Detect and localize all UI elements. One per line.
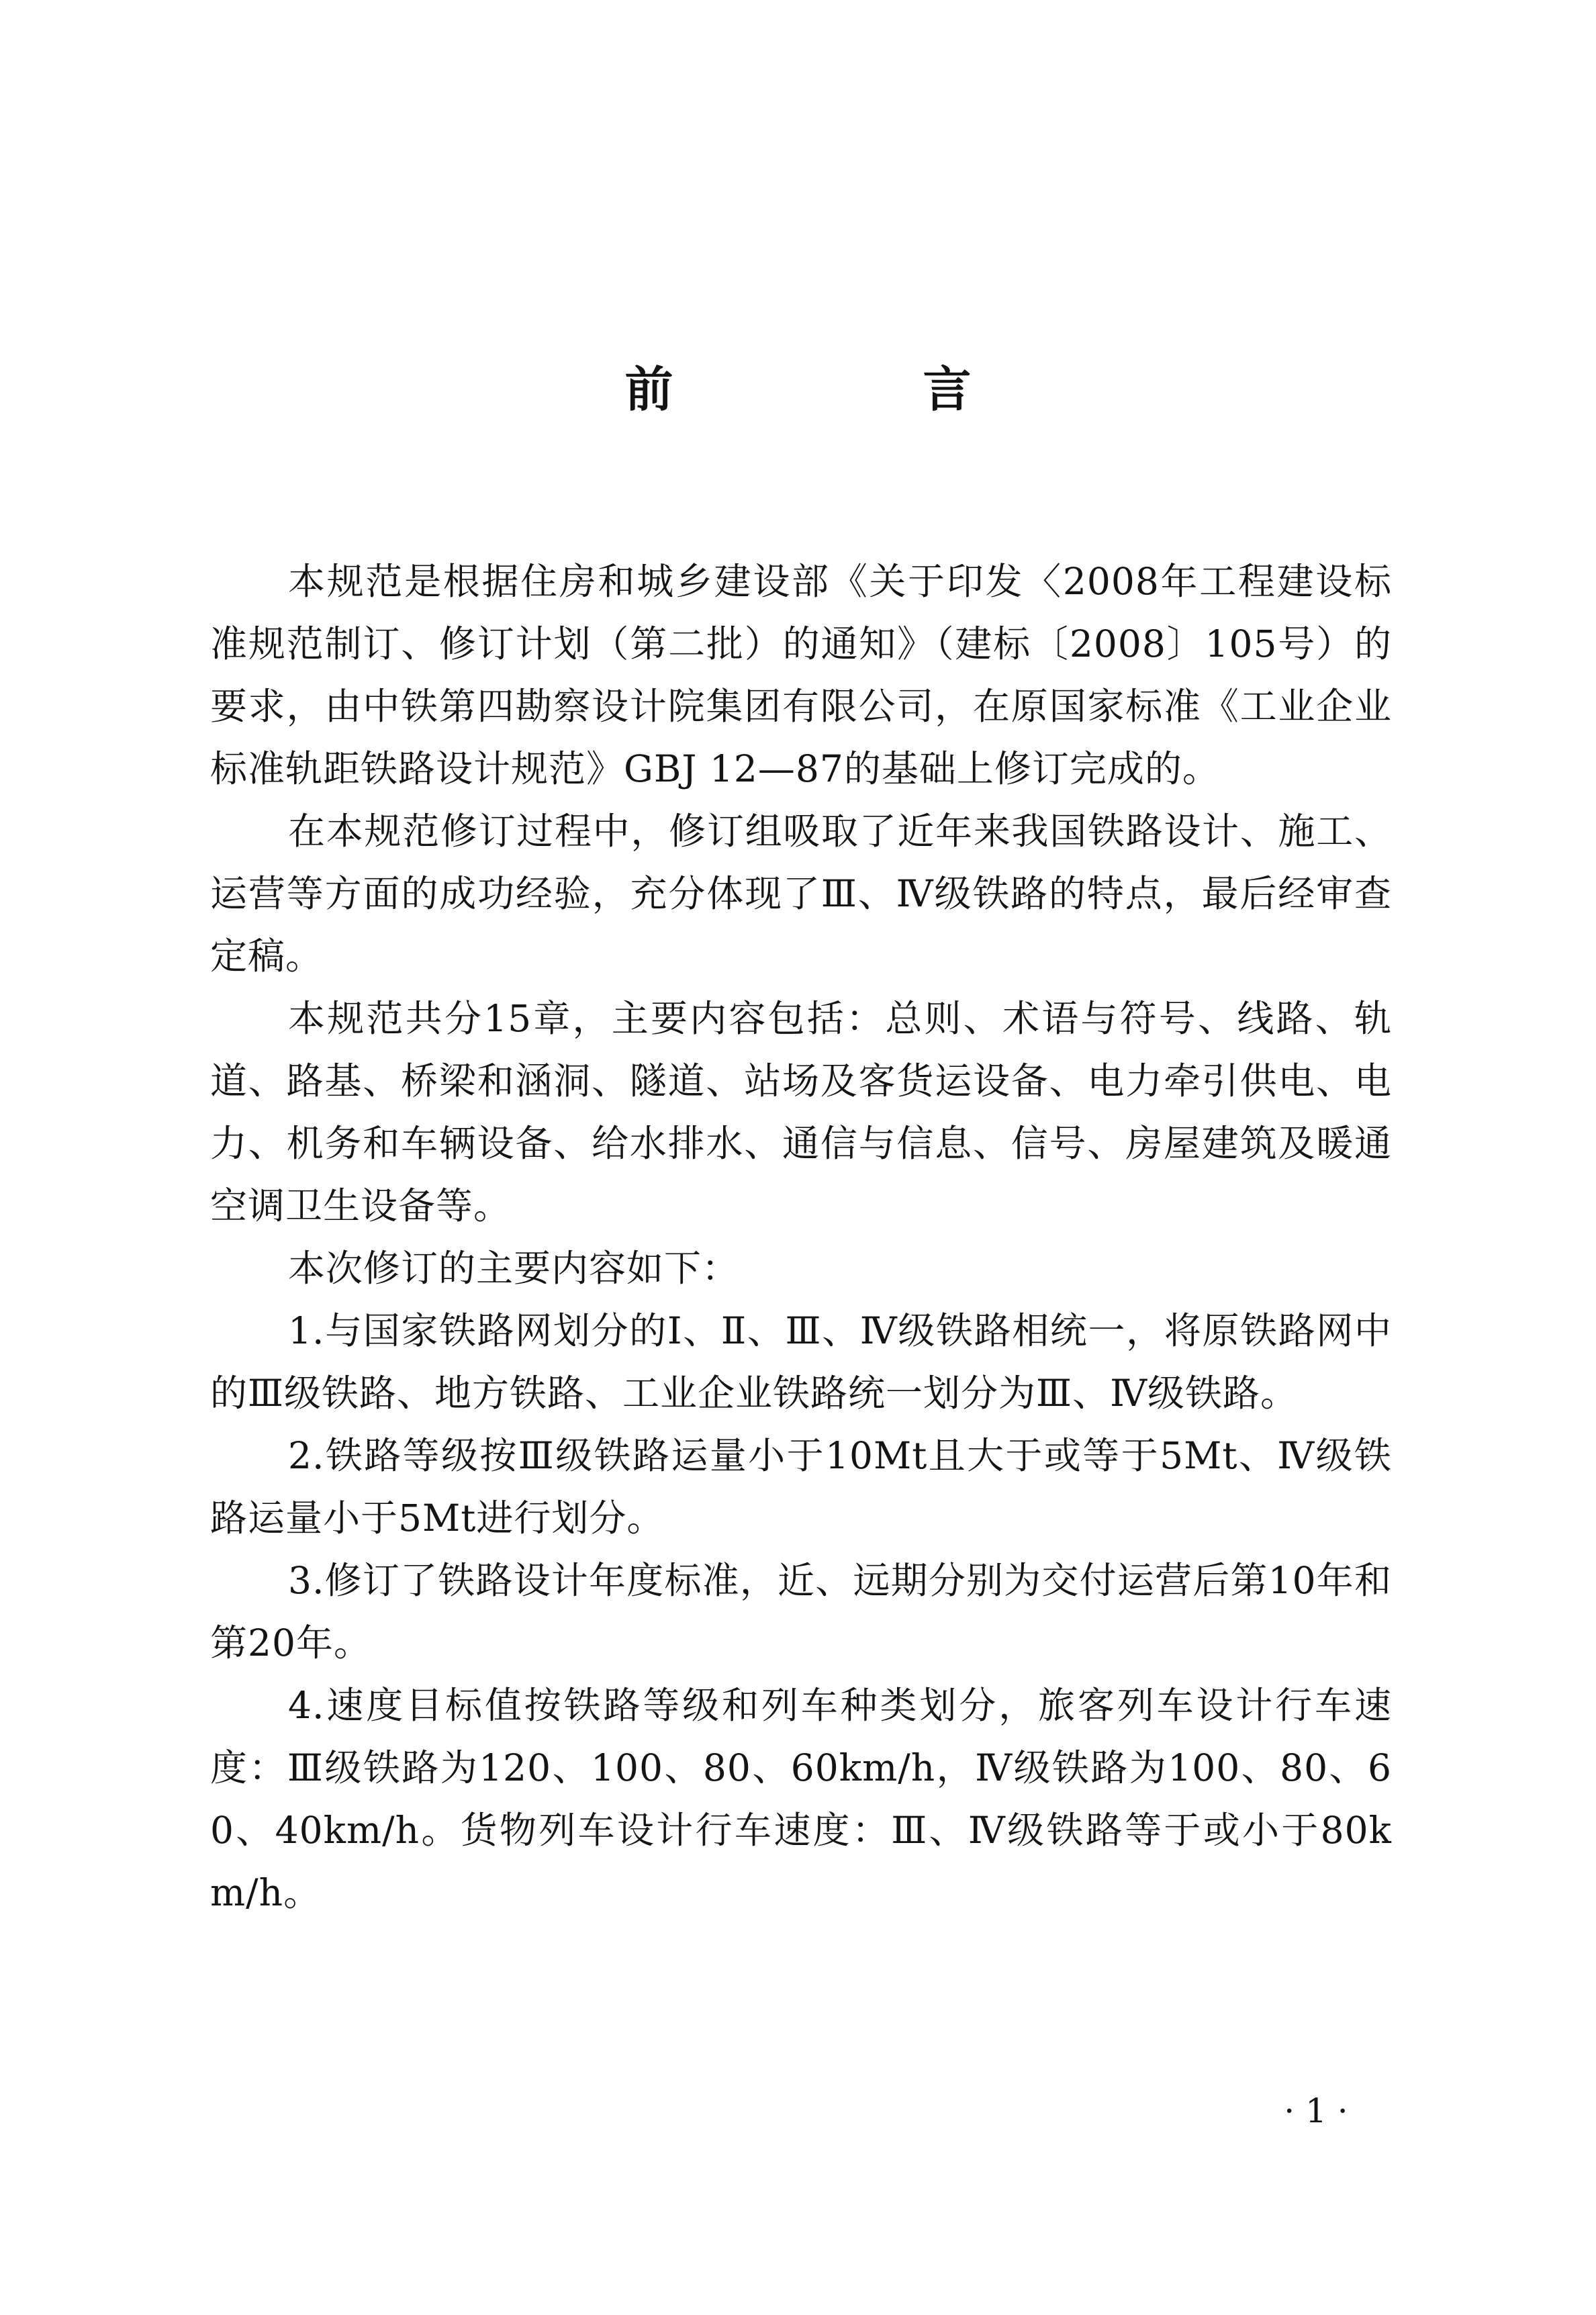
list-item-2: 2.铁路等级按Ⅲ级铁路运量小于10Mt且大于或等于5Mt、Ⅳ级铁路运量小于5Mt进行划分。	[210, 1434, 1392, 1540]
paragraph-contents: 本规范共分15章，主要内容包括：总则、术语与符号、线路、轨道、路基、桥梁和涵洞、隧道、站场及客货运设备、电力牵引供电、电力、机务和车辆设备、给水排水、通信与信息、信号、房屋建筑及暖通空调卫生设备等。	[210, 997, 1392, 1227]
page-number: · 1 ·	[1284, 2091, 1348, 2130]
body-text	[210, 551, 1392, 1924]
paragraph-main-changes-heading: 本次修订的主要内容如下：	[288, 1247, 740, 1290]
paragraph-revision-process: 在本规范修订过程中，修订组吸取了近年来我国铁路设计、施工、运营等方面的成功经验，充分体现了Ⅲ、Ⅳ级铁路的特点，最后经审查定稿。	[210, 810, 1392, 978]
list-item-4: 4.速度目标值按铁路等级和列车种类划分，旅客列车设计行车速度：Ⅲ级铁路为120、100、80、60km/h，Ⅳ级铁路为100、80、60、40km/h。货物列车设计行车速度：Ⅲ、Ⅳ级铁路等于或小于80km/h。	[210, 1684, 1392, 1914]
list-item-3: 3.修订了铁路设计年度标准，近、远期分别为交付运营后第10年和第20年。	[210, 1559, 1392, 1664]
paragraph-intro: 本规范是根据住房和城乡建设部《关于印发〈2008年工程建设标准规范制订、修订计划（第二批）的通知》（建标〔2008〕105号）的要求，由中铁第四勘察设计院集团有限公司，在原国家标准《工业企业标准轨距铁路设计规范》GBJ 12—87的基础上修订完成的。	[210, 560, 1392, 790]
list-item-1: 1.与国家铁路网划分的Ⅰ、Ⅱ、Ⅲ、Ⅳ级铁路相统一，将原铁路网中的Ⅲ级铁路、地方铁路、工业企业铁路统一划分为Ⅲ、Ⅳ级铁路。	[210, 1309, 1392, 1415]
page-title: 前 言	[624, 361, 1072, 418]
